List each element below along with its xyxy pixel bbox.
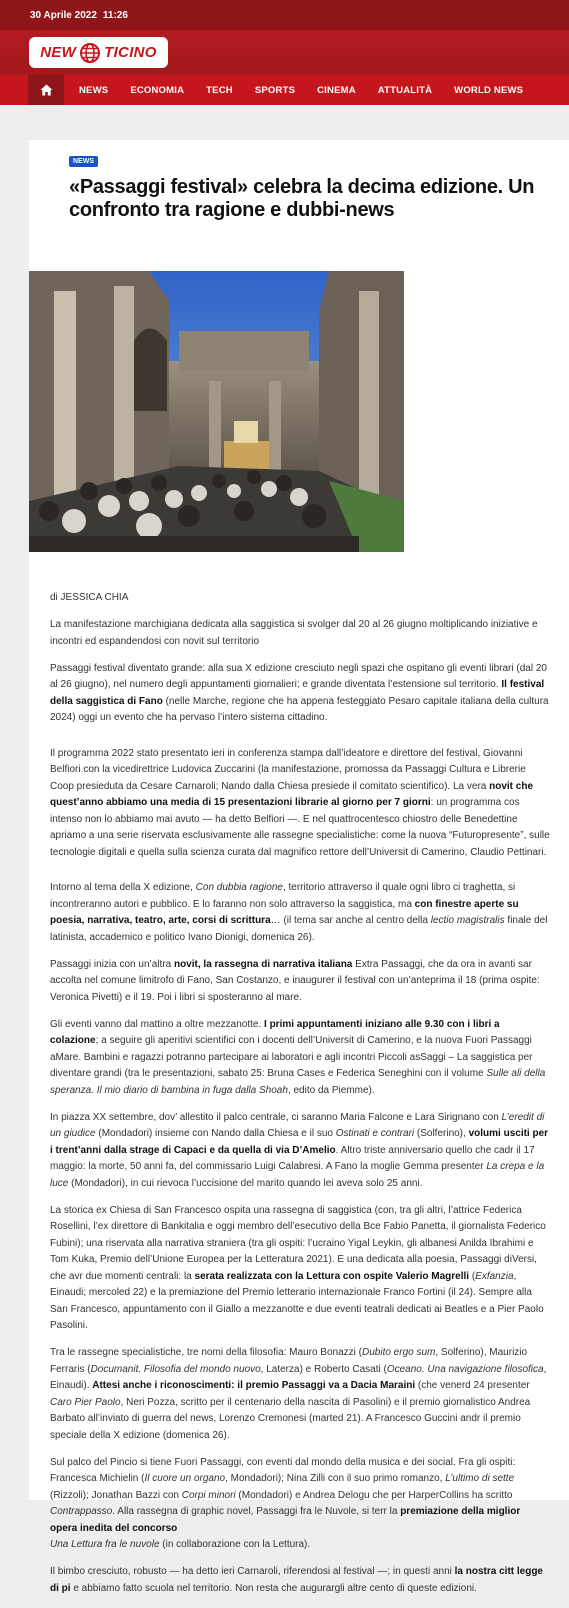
paragraph: Intorno al tema della X edizione, Con dubbia ragione, territorio attraverso il quale ogni libro ci traghetta, si incontreranno autori e pubblico. E lo faranno non solo attraverso la saggistica, ma con finestre aperte su poesia, narrativa, teatro, arte, corsi di scrittura… (il tema sar anche al centro della lectio magistralis finale del latinista, accademico e politico Ivano Dionigi, domenica 26). — [50, 882, 548, 943]
paragraph: Sul palco del Pincio si tiene Fuori Passaggi, con eventi dal mondo della musica e dei social. Fra gli ospiti: Francesca Michielin (Il cuore un organo, Mondadori); Nina Zilli con il suo primo romanzo, L’ultimo di sette (Rizzoli); Jonathan Bazzi con Corpi minori (Mondadori) e Andrea Delogu che per HarperCollins ha scritto Contrappasso. Alla rassegna di graphic novel, Passaggi fra le Nuvole, si terr la premiazione della miglior opera inedita del concorso Una Lettura fra le nuvole (in collaborazione con la Lettura). — [50, 1456, 521, 1550]
brand-bar — [0, 30, 569, 75]
site-logo[interactable] — [29, 37, 168, 68]
article-body — [50, 590, 550, 1608]
article-card — [29, 140, 569, 1594]
article-title: «Passaggi festival» celebra la decima edizione. Un confronto tra ragione e dubbi-news — [69, 176, 535, 221]
globe-icon — [80, 43, 100, 63]
paragraph: La storica ex Chiesa di San Francesco ospita una rassegna di saggistica (con, tra gli altri, l’attrice Federica Rosellini, l’ex direttore di Bankitalia e oggi membro dell’esecutivo della Bce Fabio Panetta, il giornalista Federico Fubini); una riservata alla narrativa straniera (tra gli ospiti: l’ucraino Yigal Leykin, gli albanesi Anilda Ibrahimi e Tom Kuka, Premio dell’Unione Europea per la Letteratura 2021). E una dedicata alla poesia, Passaggi diVersi, che avr due momenti centrali: la serata realizzata con la Lettura con ospite Valerio Magrelli (Exfanzia, Einaudi; mercoled 22) e la premiazione del Premio letterario internazionale Franco Fortini (il 24). Sempre alla San Francesco, appuntamento con il Giallo a mezzanotte e due eventi teatrali dedicati ai Beatles e a Pier Paolo Pasolini. — [50, 1204, 546, 1331]
paragraph: La manifestazione marchigiana dedicata alla saggistica si svolger dal 20 al 26 giugno moltiplicando iniziative e incontri ed espandendosi con novit sul territorio — [50, 619, 538, 647]
nav-item-attualita[interactable]: ATTUALITÀ — [377, 84, 433, 96]
logo-text-right: TICINO — [104, 44, 157, 61]
hero-image — [29, 271, 404, 552]
nav-item-sports[interactable]: SPORTS — [254, 84, 296, 96]
article-author: di JESSICA CHIA — [50, 592, 129, 603]
nav-item-world-news[interactable]: WORLD NEWS — [454, 84, 524, 96]
paragraph: Tra le rassegne specialistiche, tre nomi della filosofia: Mauro Bonazzi (Dubito ergo sum, Solferino), Maurizio Ferraris (Documanit. Filosofia del mondo nuovo, Laterza) e Roberto Casati (Oceano. Una navigazione filosofica, Einaudi). Attesi anche i riconoscimenti: il premio Passaggi va a Dacia Maraini (che venerd 24 presenter Caro Pier Paolo, Neri Pozza, scritto per il centenario della nascita di Pasolini) e il premio giornalistico Andrea Barbato all’inviato di guerra del news, Lorenzo Cremonesi (marted 21). A Francesco Guccini andr il premio speciale della X edizione (domenica 26). — [50, 1347, 547, 1441]
top-bar — [0, 0, 569, 30]
paragraph: Passaggi festival diventato grande: alla sua X edizione cresciuto negli spazi che ospitano gli eventi librari (dal 20 al 26 giugno), nel numero degli appuntamenti giornalieri; e grande diventata l’estensione sul territorio. Il festival della saggistica di Fano (nelle Marche, regione che ha appena festeggiato Pesaro capitale italiana della cultura 2024) oggi un evento che ha pervaso l’intero sistema cittadino. — [50, 662, 549, 723]
paragraph: Passaggi inizia con un’altra novit, la rassegna di narrativa italiana Extra Passaggi, che da ora in avanti sar accolta nel comune limitrofo di Fano, San Costanzo, e inaugurer il festival con un’anteprima il 18 (prima ospite: Veronica Pivetti) e il 19. Poi i libri si sposteranno al mare. — [50, 958, 540, 1003]
main-nav — [0, 75, 569, 105]
nav-item-economia[interactable]: ECONOMIA — [130, 84, 185, 96]
logo-text-left: NEW — [40, 44, 77, 61]
paragraph: In piazza XX settembre, dov’ allestito il palco centrale, ci saranno Maria Falcone e Lara Sirignano con L’eredit di un giudice (Mondadori) insieme con Nando dalla Chiesa e il suo Ostinati e contrari (Solferino), volumi usciti per i trent’anni dalla strage di Capaci e da quella di via D’Amelio. Altro triste anniversario quello che cadr il 17 maggio: la morte, 50 anni fa, del commissario Luigi Calabresi. A Fano la moglie Gemma presenter La crepa e la luce (Mondadori), in cui rievoca l’uccisione del marito quando lei aveva solo 25 anni. — [50, 1111, 549, 1189]
paragraph: Il programma 2022 stato presentato ieri in conferenza stampa dall’ideatore e direttore del festival, Giovanni Belfiori con la vicedirettrice Ludovica Zuccarini (la manifestazione, promossa da Passaggi Cultura e Librerie Coop presieduta da Cesare Carnaroli; Nando dalla Chiesa presiede il comitato scientifico). La vera novit che quest’anno abbiamo una media di 15 presentazioni librarie al giorno per 7 giorni: un programma cos intenso non lo abbiamo mai avuto — ha detto Belfiori —. E nel quattrocentesco chiostro delle Benedettine apriamo a una serie riservata esclusivamente alle rassegne specialistiche: come la nuova “Futuropresente”, sulle tecnologie digitali e quella sulla scienza curata dal magnifico rettore dell’Universit di Camerino, Claudio Pettinari. — [50, 747, 550, 858]
home-icon — [40, 84, 53, 96]
current-time: 11:26 — [102, 9, 128, 21]
nav-item-tech[interactable]: TECH — [206, 84, 233, 96]
paragraph: Il bimbo cresciuto, robusto — ha detto ieri Carnaroli, riferendosi al festival —; in questi anni la nostra citt legge di pi e abbiamo fatto scuola nel territorio. Non resta che augurargli altre cento di queste edizioni. — [50, 1566, 543, 1594]
nav-home-button[interactable] — [28, 75, 64, 105]
current-date: 30 Aprile 2022 — [30, 9, 97, 21]
paragraph: Gli eventi vanno dal mattino a oltre mezzanotte. I primi appuntamenti iniziano alle 9.30 con i libri a colazione; a seguire gli aperitivi scientifici con i docenti dell’Universit di Camerino, e la nuova Fuori Passaggi aMare. Bambini e ragazzi potranno partecipare ai laboratori e agli incontri Piccoli asSaggi – La saggistica per diventare grandi (tra le presentazioni, sabato 25: Bruna Cases e Federica Seneghini con il volume Sulle ali della speranza. Il mio diario di bambina in fuga dalla Shoah, edito da Piemme). — [50, 1018, 546, 1096]
nav-item-cinema[interactable]: CINEMA — [317, 84, 356, 96]
nav-item-news[interactable]: NEWS — [79, 84, 109, 96]
category-badge[interactable]: NEWS — [69, 156, 98, 167]
